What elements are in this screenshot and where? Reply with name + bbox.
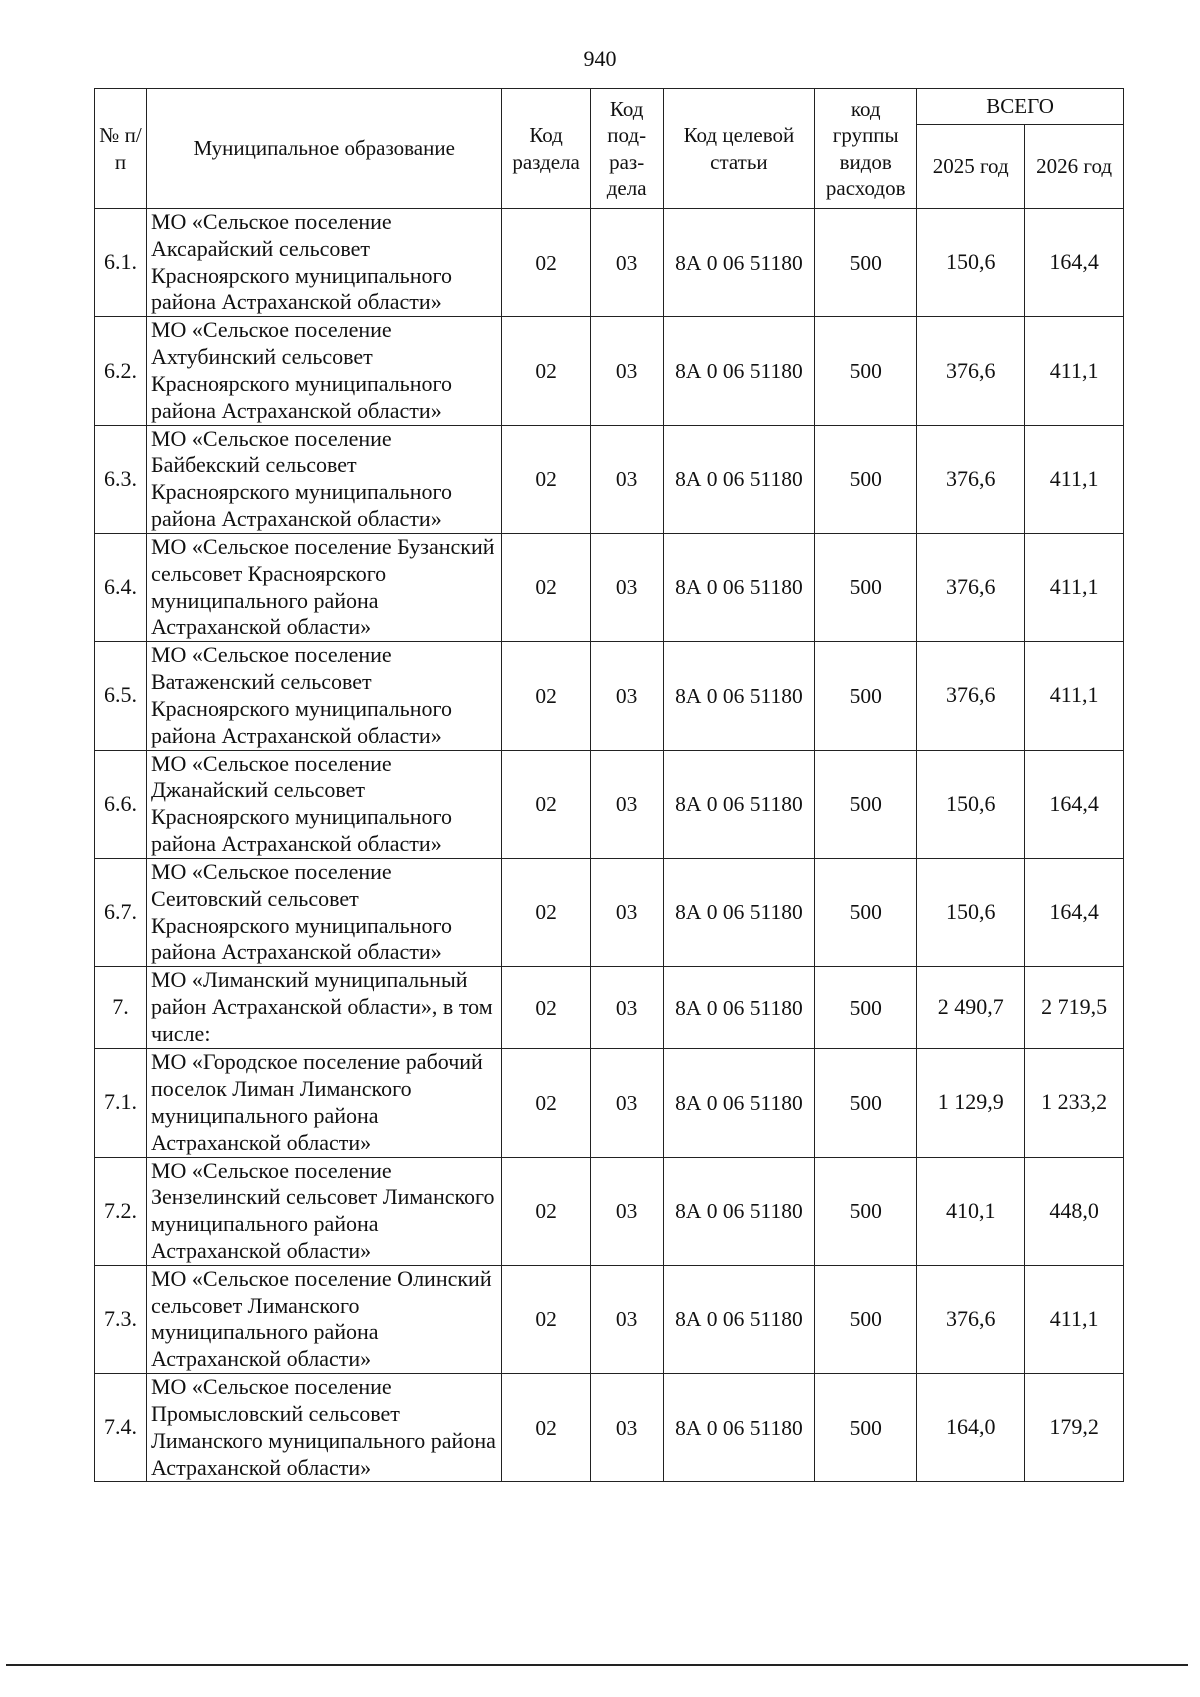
value-2026-cell: 411,1: [1025, 425, 1124, 533]
page-number: 940: [583, 46, 617, 71]
header-section-code: Код раздела: [502, 89, 590, 209]
subsection-code-cell: 03: [590, 967, 663, 1049]
header-expense-group-code: код группы видов расходов: [815, 89, 917, 209]
expense-group-cell: 500: [815, 317, 917, 425]
municipality-cell: МО «Сельское поселение Байбекский сельсовет Красноярского муниципального района Астраханской области»: [146, 425, 501, 533]
municipality-cell: МО «Сельское поселение Промысловский сельсовет Лиманского муниципального района Астраханской области»: [146, 1374, 501, 1482]
target-article-cell: 8А 0 06 51180: [663, 317, 815, 425]
value-2026-cell: 164,4: [1025, 209, 1124, 317]
municipality-cell: МО «Сельское поселение Ватаженский сельсовет Красноярского муниципального района Астраханской области»: [146, 642, 501, 750]
table-row: [95, 1374, 1124, 1482]
value-2026-cell: 164,4: [1025, 750, 1124, 858]
row-number: 6.4.: [95, 533, 147, 641]
value-2026-cell: 164,4: [1025, 858, 1124, 966]
subsection-code-cell: 03: [590, 858, 663, 966]
expense-group-cell: 500: [815, 1374, 917, 1482]
value-2025-cell: 376,6: [917, 533, 1025, 641]
subsection-code-cell: 03: [590, 317, 663, 425]
expense-group-cell: 500: [815, 750, 917, 858]
municipality-cell: МО «Сельское поселение Олинский сельсовет Лиманского муниципального района Астраханской области»: [146, 1265, 501, 1373]
target-article-cell: 8А 0 06 51180: [663, 642, 815, 750]
value-2025-cell: 376,6: [917, 425, 1025, 533]
value-2026-cell: 411,1: [1025, 1265, 1124, 1373]
table-row: [95, 1157, 1124, 1265]
header-year-2026: 2026 год: [1025, 125, 1124, 209]
target-article-cell: 8А 0 06 51180: [663, 858, 815, 966]
section-code-cell: 02: [502, 1374, 590, 1482]
subsection-code-cell: 03: [590, 1049, 663, 1157]
value-2025-cell: 410,1: [917, 1157, 1025, 1265]
target-article-cell: 8А 0 06 51180: [663, 1157, 815, 1265]
subsection-code-cell: 03: [590, 750, 663, 858]
row-number: 6.2.: [95, 317, 147, 425]
value-2026-cell: 411,1: [1025, 642, 1124, 750]
subsection-code-cell: 03: [590, 642, 663, 750]
section-code-cell: 02: [502, 1049, 590, 1157]
value-2025-cell: 1 129,9: [917, 1049, 1025, 1157]
bottom-rule: [6, 1664, 1188, 1666]
subsection-code-cell: 03: [590, 425, 663, 533]
subsection-code-cell: 03: [590, 209, 663, 317]
value-2026-cell: 448,0: [1025, 1157, 1124, 1265]
value-2025-cell: 2 490,7: [917, 967, 1025, 1049]
municipality-cell: МО «Лиманский муниципальный район Астраханской области», в том числе:: [146, 967, 501, 1049]
header-num: № п/п: [95, 89, 147, 209]
row-number: 7.3.: [95, 1265, 147, 1373]
row-number: 6.3.: [95, 425, 147, 533]
value-2026-cell: 411,1: [1025, 533, 1124, 641]
value-2025-cell: 376,6: [917, 642, 1025, 750]
municipality-cell: МО «Городское поселение рабочий поселок Лиман Лиманского муниципального района Астраханской области»: [146, 1049, 501, 1157]
table-row: [95, 967, 1124, 1049]
row-number: 6.6.: [95, 750, 147, 858]
table-row: [95, 209, 1124, 317]
header-subsection-code: Код под-раз-дела: [590, 89, 663, 209]
expense-group-cell: 500: [815, 967, 917, 1049]
header-target-article-code: Код целевой статьи: [663, 89, 815, 209]
value-2026-cell: 411,1: [1025, 317, 1124, 425]
target-article-cell: 8А 0 06 51180: [663, 750, 815, 858]
section-code-cell: 02: [502, 317, 590, 425]
table-row: [95, 750, 1124, 858]
municipality-cell: МО «Сельское поселение Ахтубинский сельсовет Красноярского муниципального района Астраханской области»: [146, 317, 501, 425]
section-code-cell: 02: [502, 642, 590, 750]
row-number: 6.5.: [95, 642, 147, 750]
value-2026-cell: 2 719,5: [1025, 967, 1124, 1049]
expense-group-cell: 500: [815, 858, 917, 966]
section-code-cell: 02: [502, 1265, 590, 1373]
section-code-cell: 02: [502, 425, 590, 533]
municipality-cell: МО «Сельское поселение Аксарайский сельсовет Красноярского муниципального района Астраханской области»: [146, 209, 501, 317]
header-total: ВСЕГО: [917, 89, 1124, 125]
header-year-2025: 2025 год: [917, 125, 1025, 209]
value-2026-cell: 1 233,2: [1025, 1049, 1124, 1157]
target-article-cell: 8А 0 06 51180: [663, 1374, 815, 1482]
table-body: [95, 209, 1124, 1482]
expense-group-cell: 500: [815, 642, 917, 750]
expense-group-cell: 500: [815, 1049, 917, 1157]
municipality-cell: МО «Сельское поселение Бузанский сельсовет Красноярского муниципального района Астраханской области»: [146, 533, 501, 641]
header-municipality: Муниципальное образование: [146, 89, 501, 209]
target-article-cell: 8А 0 06 51180: [663, 1265, 815, 1373]
value-2025-cell: 376,6: [917, 1265, 1025, 1373]
section-code-cell: 02: [502, 967, 590, 1049]
budget-table: [94, 88, 1124, 1482]
expense-group-cell: 500: [815, 1265, 917, 1373]
value-2026-cell: 179,2: [1025, 1374, 1124, 1482]
expense-group-cell: 500: [815, 209, 917, 317]
table-row: [95, 642, 1124, 750]
section-code-cell: 02: [502, 750, 590, 858]
target-article-cell: 8А 0 06 51180: [663, 425, 815, 533]
row-number: 7.1.: [95, 1049, 147, 1157]
table-row: [95, 1049, 1124, 1157]
section-code-cell: 02: [502, 209, 590, 317]
expense-group-cell: 500: [815, 425, 917, 533]
section-code-cell: 02: [502, 858, 590, 966]
target-article-cell: 8А 0 06 51180: [663, 209, 815, 317]
municipality-cell: МО «Сельское поселение Сеитовский сельсовет Красноярского муниципального района Астраханской области»: [146, 858, 501, 966]
table-row: [95, 425, 1124, 533]
value-2025-cell: 164,0: [917, 1374, 1025, 1482]
row-number: 6.1.: [95, 209, 147, 317]
target-article-cell: 8А 0 06 51180: [663, 1049, 815, 1157]
municipality-cell: МО «Сельское поселение Джанайский сельсовет Красноярского муниципального района Астраханской области»: [146, 750, 501, 858]
target-article-cell: 8А 0 06 51180: [663, 967, 815, 1049]
value-2025-cell: 150,6: [917, 858, 1025, 966]
value-2025-cell: 376,6: [917, 317, 1025, 425]
row-number: 7.2.: [95, 1157, 147, 1265]
table-row: [95, 858, 1124, 966]
row-number: 7.: [95, 967, 147, 1049]
subsection-code-cell: 03: [590, 533, 663, 641]
table-header: [95, 89, 1124, 209]
table-row: [95, 317, 1124, 425]
section-code-cell: 02: [502, 1157, 590, 1265]
subsection-code-cell: 03: [590, 1265, 663, 1373]
value-2025-cell: 150,6: [917, 209, 1025, 317]
expense-group-cell: 500: [815, 1157, 917, 1265]
subsection-code-cell: 03: [590, 1374, 663, 1482]
table-row: [95, 533, 1124, 641]
municipality-cell: МО «Сельское поселение Зензелинский сельсовет Лиманского муниципального района Астраханской области»: [146, 1157, 501, 1265]
subsection-code-cell: 03: [590, 1157, 663, 1265]
row-number: 7.4.: [95, 1374, 147, 1482]
table-row: [95, 1265, 1124, 1373]
row-number: 6.7.: [95, 858, 147, 966]
section-code-cell: 02: [502, 533, 590, 641]
value-2025-cell: 150,6: [917, 750, 1025, 858]
target-article-cell: 8А 0 06 51180: [663, 533, 815, 641]
expense-group-cell: 500: [815, 533, 917, 641]
